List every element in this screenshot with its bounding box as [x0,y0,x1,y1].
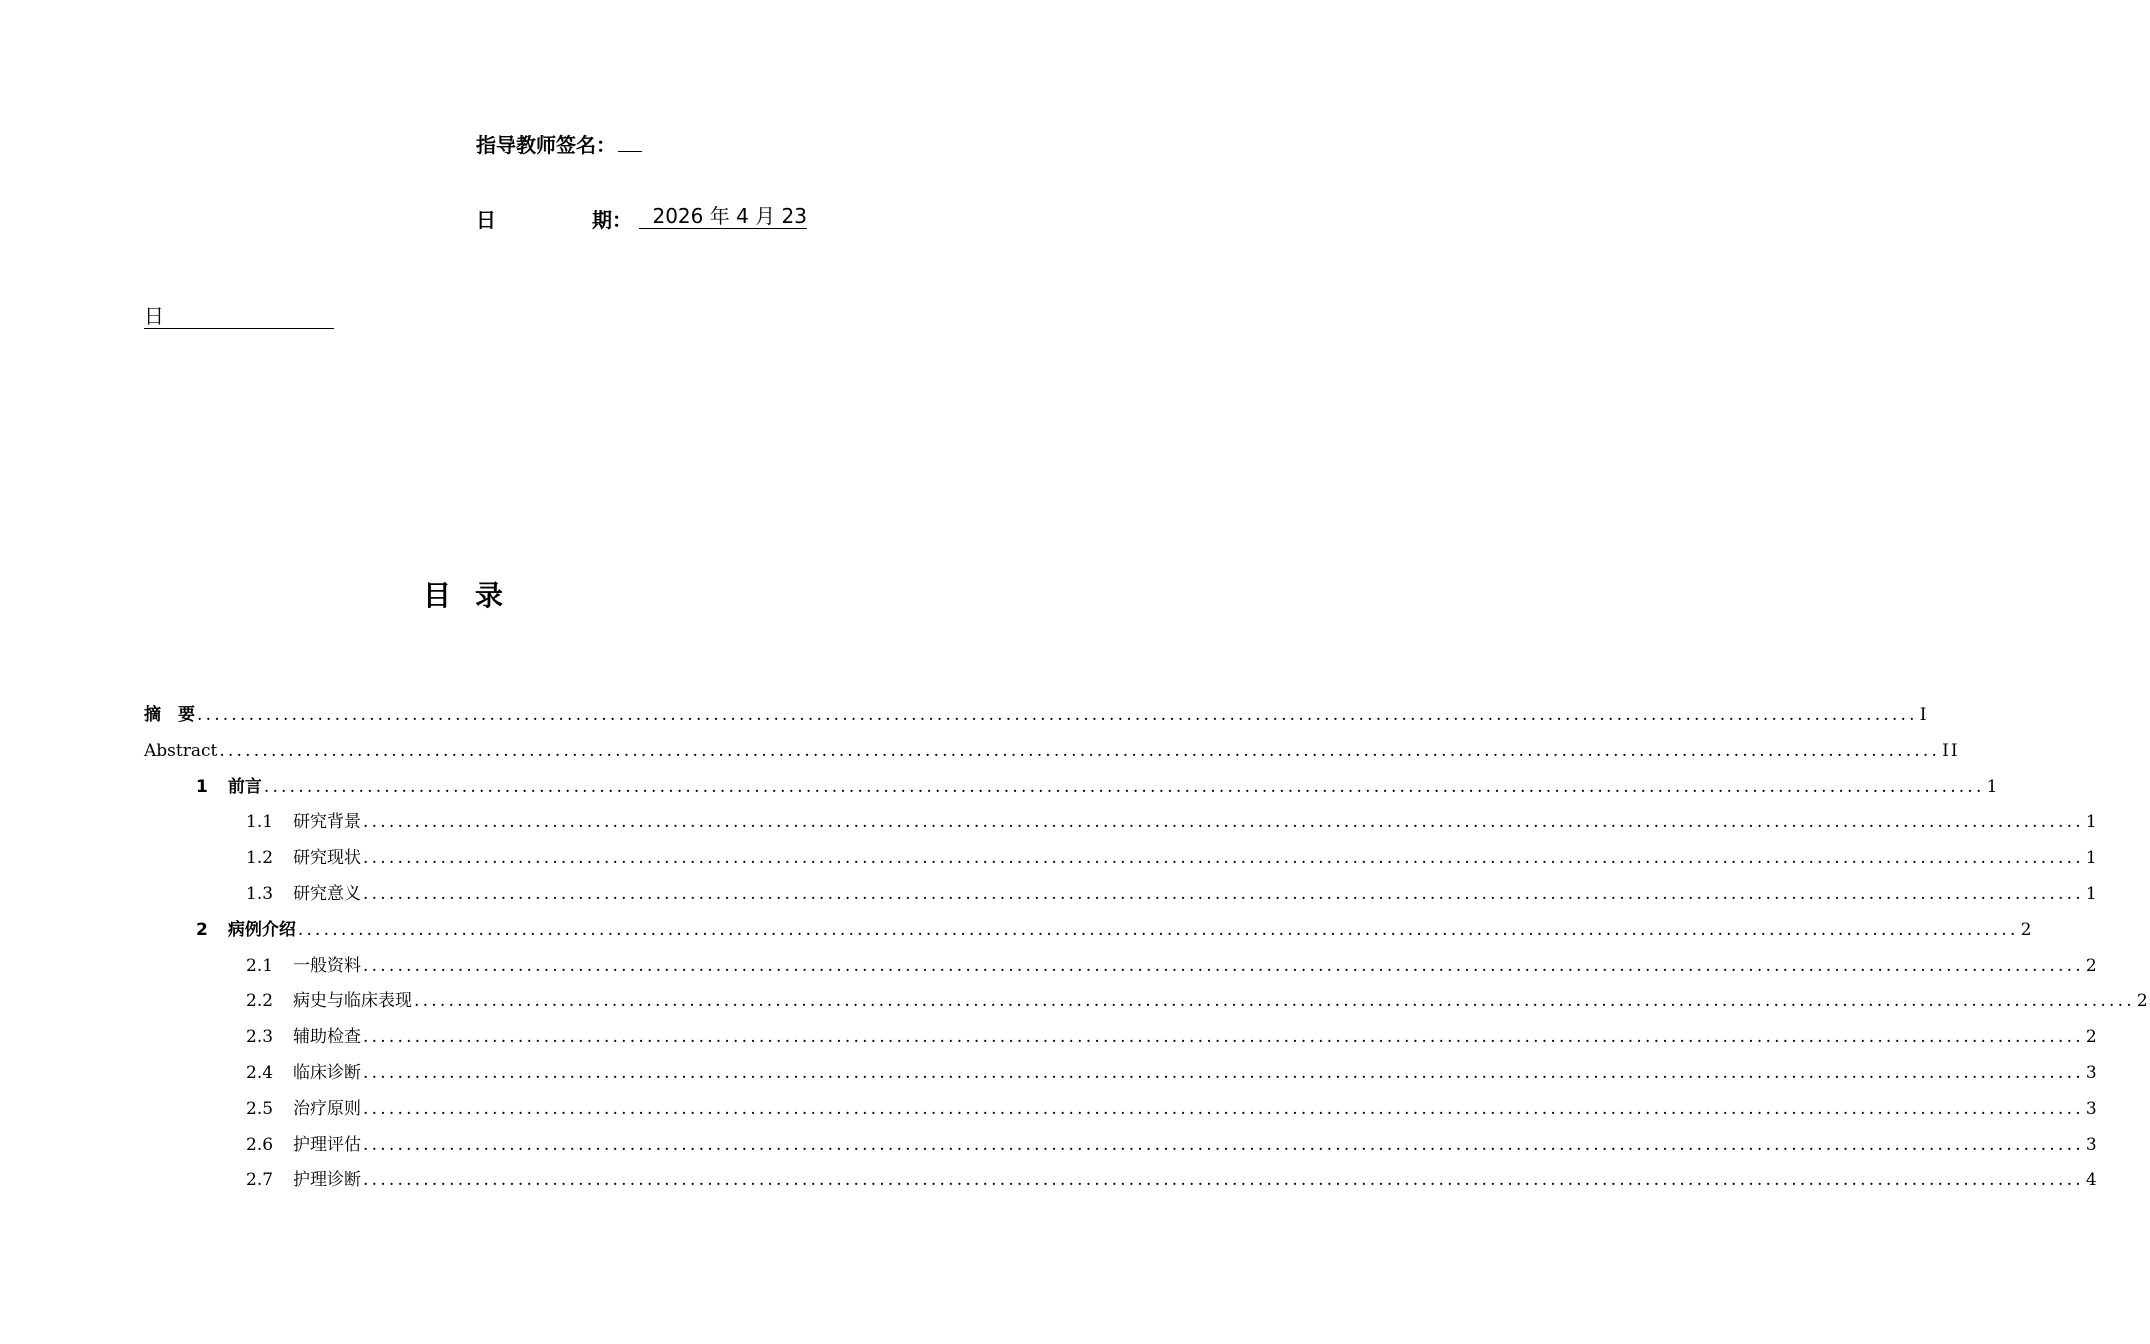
toc-entry-page: 3 [2085,1098,2099,1119]
toc-entry-title: 前言 [227,776,262,797]
toc-entry-page: 2 [2085,1027,2099,1048]
toc-entry-number: 2.2 [246,991,274,1012]
toc-entry-page: 2 [2020,919,2034,940]
toc-leader-dots: ........................................................................................................................................................................................................ [414,991,2135,1012]
toc-entry-page: 1 [2085,884,2099,904]
toc-leader-dots: ........................................................................................................................................................................................................ [197,705,1918,725]
toc-entry-number: 2 [196,919,208,940]
toc-entry-number: 2.6 [246,1134,274,1155]
toc-leader-dots: ........................................................................................................................................................................................................ [363,1134,2084,1155]
toc-entry[interactable] [144,738,1960,764]
toc-entry-number: 2.4 [246,1063,274,1083]
toc-entry-number: 2.1 [246,955,274,976]
toc-leader-dots: ........................................................................................................................................................................................................ [363,884,2084,904]
toc-entry-page: 3 [2085,1134,2099,1155]
toc-entry-title: 临床诊断 [293,1063,362,1083]
toc-entry[interactable] [246,1132,2099,1158]
date-label: 期： [592,208,632,232]
toc-entry-page: 1 [2085,848,2099,869]
toc-entry[interactable] [246,1024,2099,1050]
supervisor-signature-label: 指导教师签名： [476,133,616,157]
toc-entry-title: 研究背景 [293,812,362,833]
toc-entry[interactable] [246,809,2099,835]
toc-entry[interactable] [246,988,2150,1014]
toc-entry[interactable] [196,917,2034,943]
toc-entry-page: 2 [2085,955,2099,976]
toc-leader-dots: ........................................................................................................................................................................................................ [363,848,2084,869]
toc-entry-title: 研究意义 [293,884,362,904]
toc-leader-dots: ........................................................................................................................................................................................................ [297,919,2019,940]
toc-title: 目录 [422,579,527,612]
toc-entry[interactable] [246,845,2099,871]
toc-entry-title: 病例介绍 [227,919,296,940]
toc-entry-number: 1.1 [246,812,274,833]
toc-entry-title: 护理诊断 [293,1170,362,1191]
toc-entry-page: 3 [2085,1063,2099,1083]
toc-leader-dots: ........................................................................................................................................................................................................ [363,1170,2084,1191]
toc-leader-dots: ........................................................................................................................................................................................................ [363,812,2084,833]
toc-entry-page: 4 [2085,1170,2099,1191]
toc-entry-page: II [1942,740,1960,761]
toc-entry-page: 2 [2136,991,2150,1012]
toc-entry[interactable] [246,1096,2099,1122]
toc-entry-page: 1 [2085,812,2099,833]
toc-entry[interactable] [196,774,2000,800]
toc-entry-number: 1.2 [246,848,274,869]
toc-entry-number: 2.3 [246,1027,274,1048]
toc-entry-page: I [1919,705,1929,725]
toc-entry[interactable] [246,1060,2099,1086]
day-char-line: 日 [144,304,334,329]
toc-entry-title: 研究现状 [293,848,362,869]
toc-leader-dots: ........................................................................................................................................................................................................ [363,955,2084,976]
toc-entry[interactable] [246,881,2099,907]
toc-entry[interactable] [144,702,1929,728]
toc-leader-dots: ........................................................................................................................................................................................................ [363,1063,2084,1083]
toc-entry-number: 2.5 [246,1098,274,1119]
toc-entry[interactable] [246,953,2099,979]
signature-blank-line [618,133,642,152]
toc-entry-title: Abstract [144,740,218,761]
toc-entry-title: 辅助检查 [293,1027,362,1048]
date-label-char: 日 [476,208,496,232]
toc-entry-number: 1.3 [246,884,274,904]
toc-entry-title: 摘 要 [144,705,195,725]
toc-entry-title: 治疗原则 [293,1098,362,1119]
toc-leader-dots: ........................................................................................................................................................................................................ [263,776,1985,797]
toc-entry[interactable] [246,1167,2099,1193]
toc-entry-page: 1 [1986,776,2000,797]
supervisor-signature-row [476,129,642,158]
toc-entry-title: 护理评估 [293,1134,362,1155]
toc-leader-dots: ........................................................................................................................................................................................................ [363,1027,2084,1048]
toc-leader-dots: ........................................................................................................................................................................................................ [219,740,1941,761]
toc-entry-title: 病史与临床表现 [293,991,413,1012]
toc-entry-number: 2.7 [246,1170,274,1191]
toc-entry-title: 一般资料 [293,955,362,976]
date-value: 2026 年 4 月 23 [639,204,807,229]
toc-entry-number: 1 [196,776,208,797]
toc-leader-dots: ........................................................................................................................................................................................................ [363,1098,2084,1119]
